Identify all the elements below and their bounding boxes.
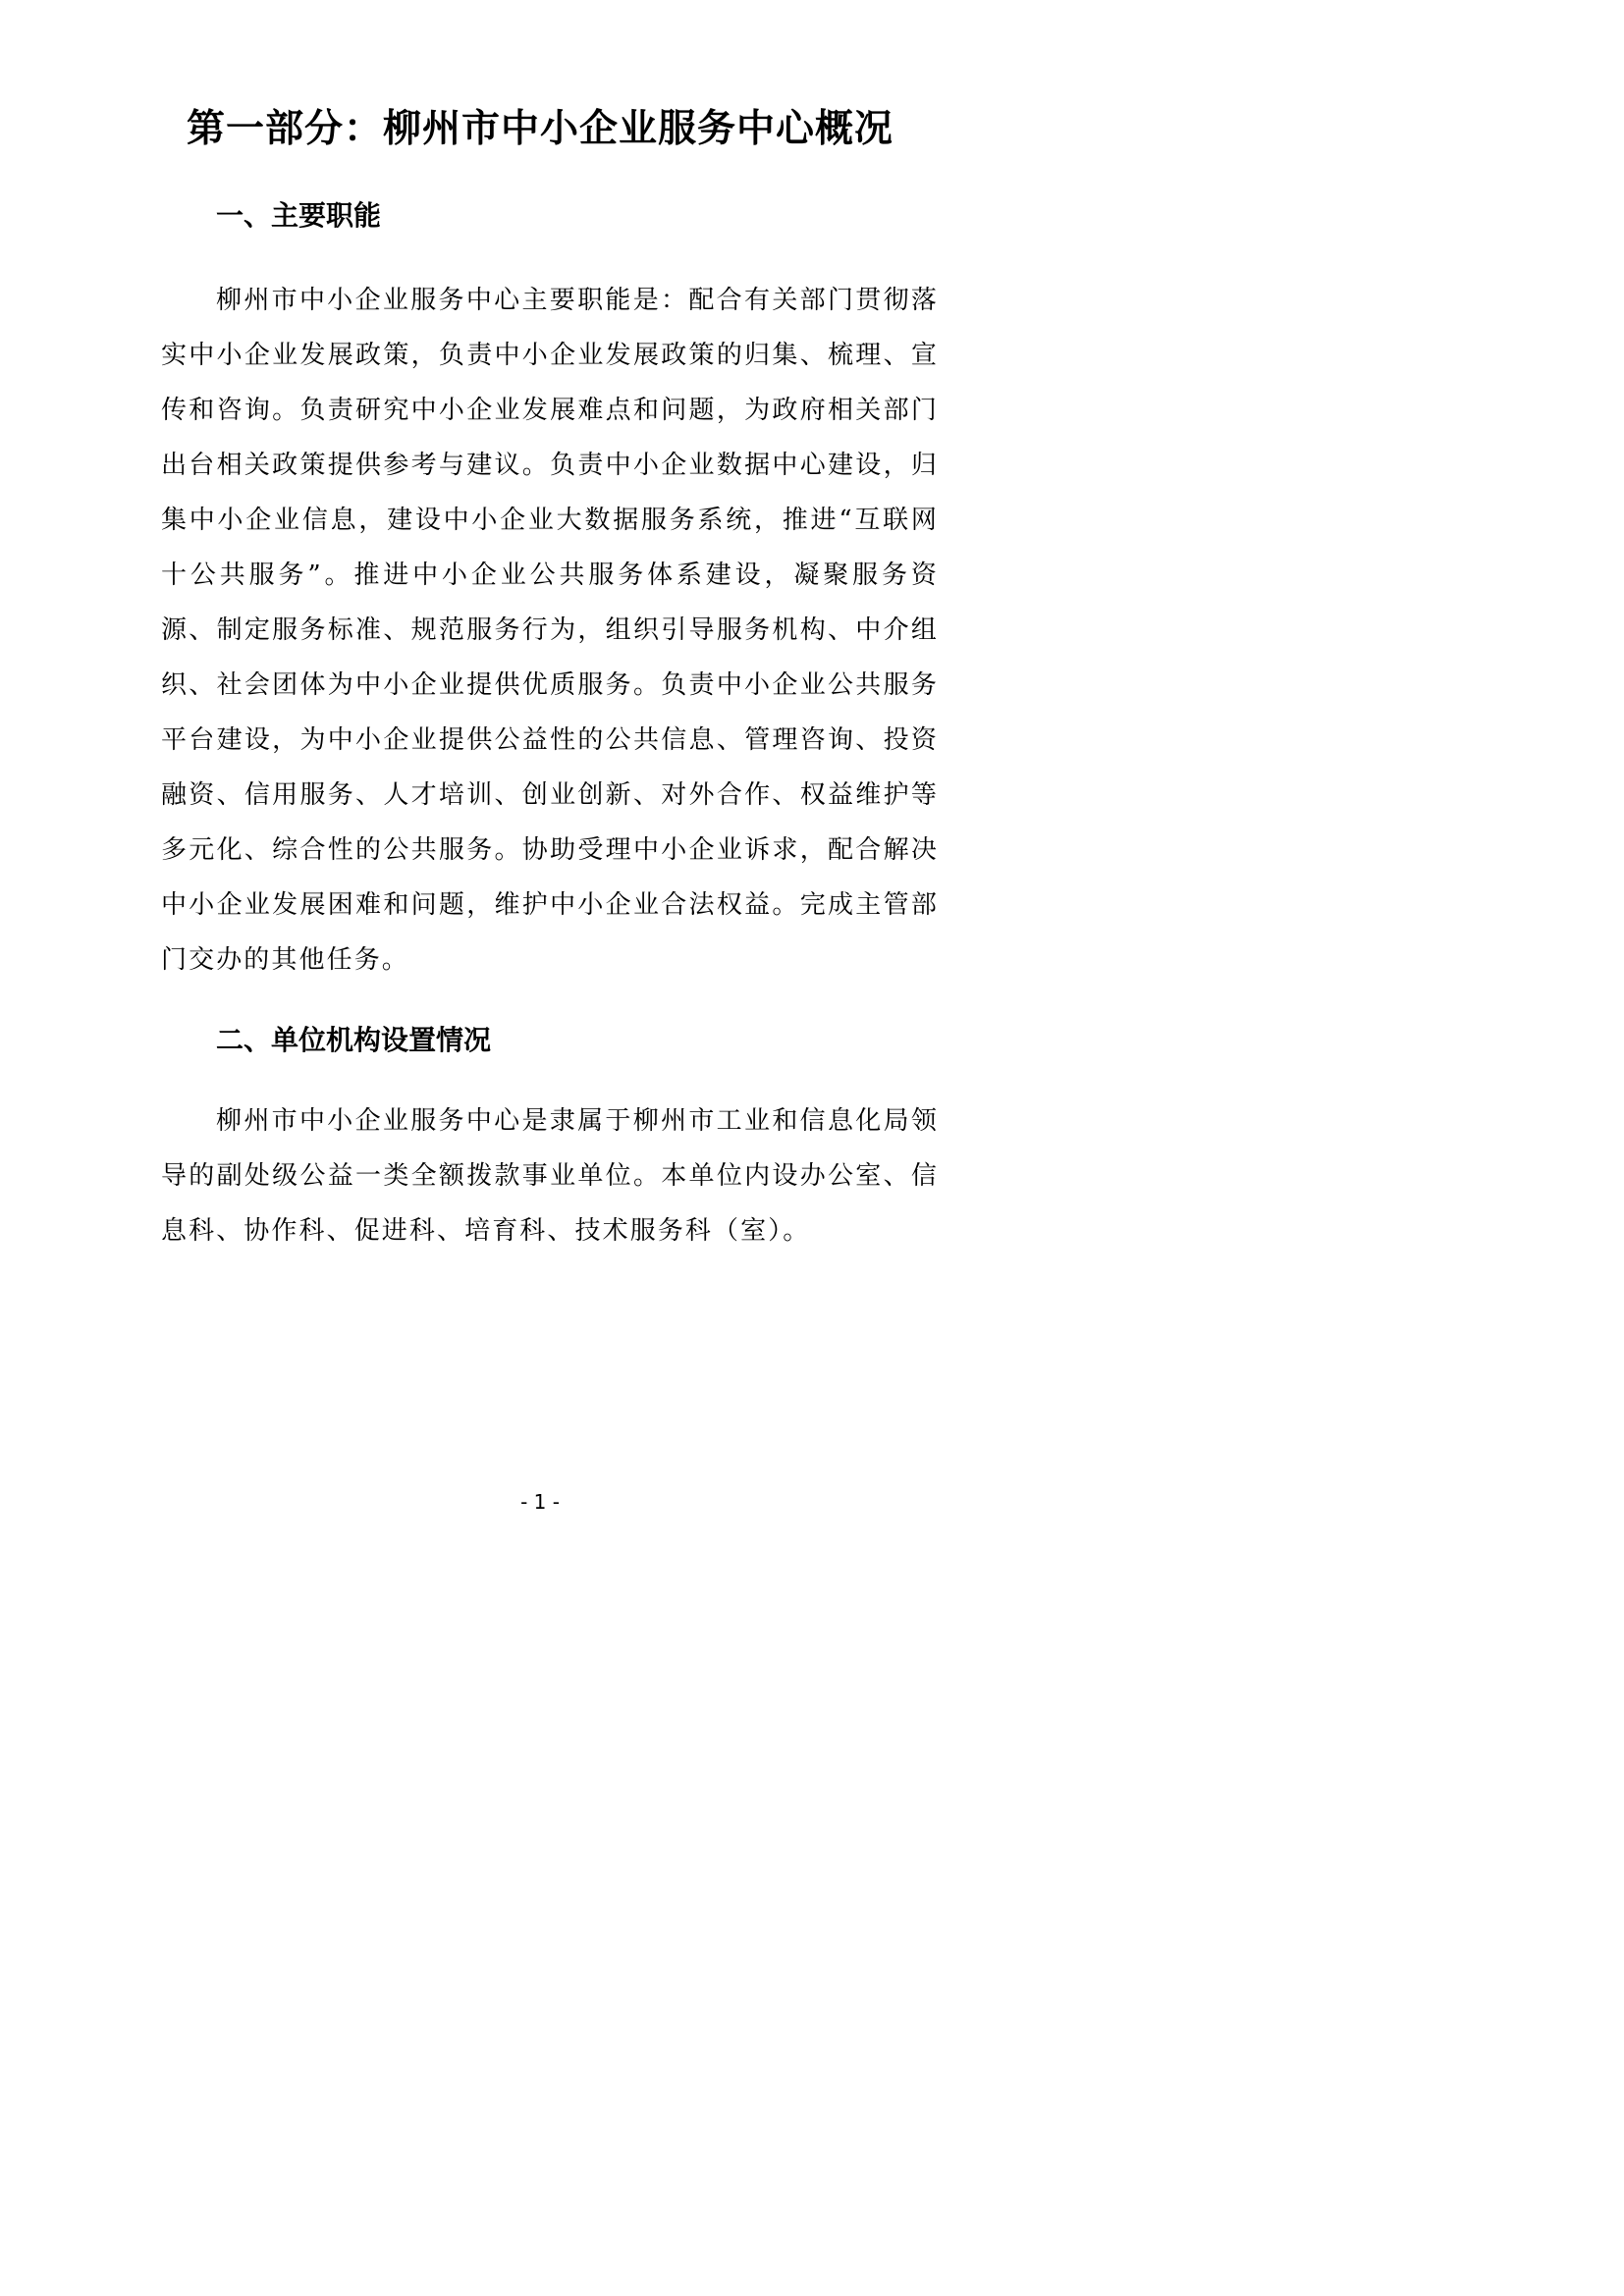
section-paragraph-organization: 柳州市中小企业服务中心是隶属于柳州市工业和信息化局领导的副处级公益一类全额拨款事业单位。本单位内设办公室、信息科、协作科、促进科、培育科、技术服务科（室）。	[161, 1106, 939, 1246]
page-title: 第一部分：柳州市中小企业服务中心概况	[186, 107, 893, 151]
section-heading-main-functions: 一、主要职能	[216, 199, 382, 232]
section-paragraph-main-functions: 柳州市中小企业服务中心主要职能是：配合有关部门贯彻落实中小企业发展政策，负责中小企业发展政策的归集、梳理、宣传和咨询。负责研究中小企业发展难点和问题，为政府相关部门出台相关政策提供参考与建议。负责中小企业数据中心建设，归集中小企业信息，建设中小企业大数据服务系统，推进“互联网十公共服务”。推进中小企业公共服务体系建设，凝聚服务资源、制定服务标准、规范服务行为，组织引导服务机构、中介组织、社会团体为中小企业提供优质服务。负责中小企业公共服务平台建设，为中小企业提供公益性的公共信息、管理咨询、投资融资、信用服务、人才培训、创业创新、对外合作、权益维护等多元化、综合性的公共服务。协助受理中小企业诉求，配合解决中小企业发展困难和问题，维护中小企业合法权益。完成主管部门交办的其他任务。	[161, 286, 939, 975]
page-number: - 1 -	[520, 1490, 560, 1514]
document-page	[0, 0, 1080, 1527]
section-heading-organization: 二、单位机构设置情况	[216, 1024, 492, 1056]
